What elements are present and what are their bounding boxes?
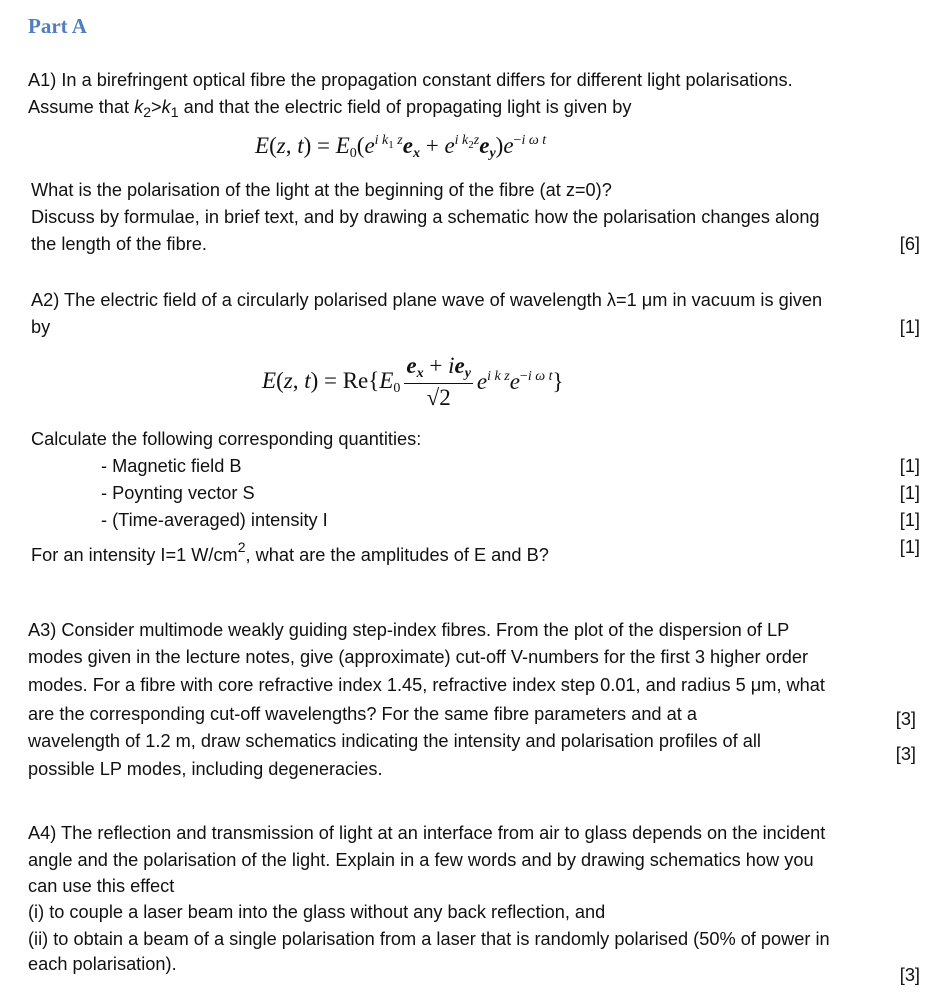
a4-line-1: A4) The reflection and transmission of light at an interface from air to glass depends on the incident	[28, 823, 826, 843]
a1-mark: [6]	[899, 234, 920, 254]
a1-line-1: A1) In a birefringent optical fibre the propagation constant differs for different light polarisations.	[28, 70, 793, 90]
a2-item-3-mark: [1]	[899, 510, 920, 530]
a2-item-2-mark: [1]	[899, 483, 920, 503]
a4-line-6: each polarisation).	[28, 954, 177, 974]
a1-question-1: What is the polarisation of the light at the beginning of the fibre (at z=0)?	[31, 180, 612, 200]
a1-line-2-pre: Assume that	[28, 97, 135, 117]
a2-mark-intro: [1]	[899, 317, 920, 337]
a2-item-2: - Poynting vector S	[101, 483, 255, 503]
k2-subscript: 2	[143, 104, 152, 120]
a2-calc: Calculate the following corresponding quantities:	[31, 429, 422, 449]
equation-a2: E(z, $t) = Re\{E_0$ $\frac{e_x + ie_y}{√2}$ $e^{i k z}e^{-i \omega t}$}	[262, 353, 564, 410]
part-title: Part A	[28, 14, 87, 38]
a4-mark: [3]	[899, 965, 920, 985]
k1-subscript: 1	[170, 104, 179, 120]
a2-item-3: - (Time-averaged) intensity I	[101, 510, 328, 530]
a3-line-6: possible LP modes, including degeneracies.	[28, 759, 383, 779]
a4-line-2: angle and the polarisation of the light. Explain in a few words and by drawing schematics how you	[28, 850, 814, 870]
a1-question-3: the length of the fibre.	[31, 234, 207, 254]
a2-last-mark: [1]	[899, 537, 920, 557]
a3-line-5: wavelength of 1.2 m, draw schematics indicating the intensity and polarisation profiles of all	[28, 731, 761, 751]
a2-last-sup: 2	[237, 539, 246, 555]
a1-question-2: Discuss by formulae, in brief text, and by drawing a schematic how the polarisation changes along	[31, 207, 820, 227]
a2-item-1: - Magnetic field B	[101, 456, 242, 476]
equation-a1: E(z, $t) = E_0(e^{i k_1 z}e_x + e^{i k_2z}e_y)e^{-i \omega t}$	[255, 133, 547, 161]
a3-line-1: A3) Consider multimode weakly guiding step-index fibres. From the plot of the dispersion of LP	[28, 620, 790, 640]
a2-last-line	[31, 536, 549, 566]
a4-line-3: can use this effect	[28, 876, 175, 896]
k2-symbol: k	[134, 97, 144, 117]
a3-line-3: modes. For a fibre with core refractive index 1.45, refractive index step 0.01, and radius 5 μm, what	[28, 675, 825, 695]
greater-than: >	[151, 97, 162, 117]
a2-line-2: by	[31, 317, 51, 337]
a4-line-5: (ii) to obtain a beam of a single polarisation from a laser that is randomly polarised (50% of power in	[28, 929, 830, 949]
a1-line-2-post: and that the electric field of propagating light is given by	[178, 97, 632, 117]
a2-last-pre: For an intensity I=1 W/cm	[31, 545, 238, 565]
a3-mark-2: [3]	[895, 744, 916, 764]
k1-symbol: k	[161, 97, 171, 117]
a2-last-post: , what are the amplitudes of E and B?	[245, 545, 549, 565]
a2-line-1: A2) The electric field of a circularly polarised plane wave of wavelength λ=1 μm in vacuum is given	[31, 290, 823, 310]
a3-line-4: are the corresponding cut-off wavelengths? For the same fibre parameters and at a	[28, 704, 697, 724]
a3-line-2: modes given in the lecture notes, give (approximate) cut-off V-numbers for the first 3 higher order	[28, 647, 809, 667]
a1-line-2	[28, 96, 632, 123]
a2-item-1-mark: [1]	[899, 456, 920, 476]
a3-mark-1: [3]	[895, 709, 916, 729]
a4-line-4: (i) to couple a laser beam into the glass without any back reflection, and	[28, 902, 606, 922]
